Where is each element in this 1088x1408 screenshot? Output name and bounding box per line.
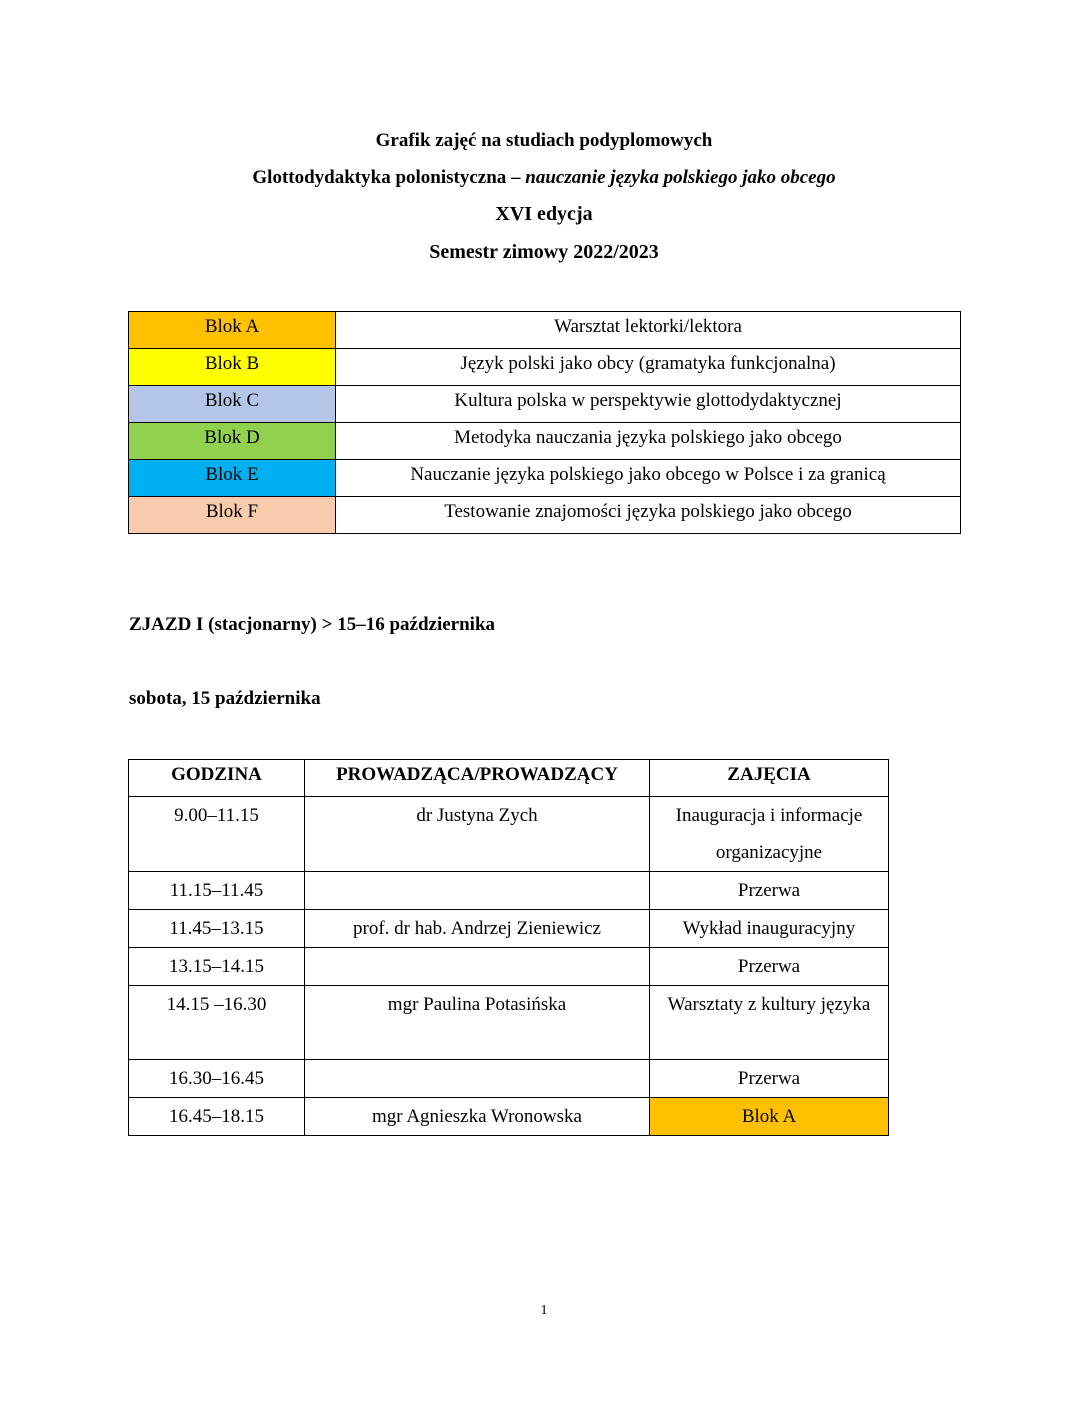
table-row [129,1060,889,1098]
page-number: 1 [540,1303,548,1318]
legend-block-cell: Blok F [129,497,336,534]
legend-name-cell: Kultura polska w perspektywie glottodydaktycznej [336,386,961,423]
header-time: GODZINA [129,760,305,797]
legend-name-cell: Testowanie znajomości języka polskiego jako obcego [336,497,961,534]
class-cell: Przerwa [650,872,889,910]
teacher-cell: prof. dr hab. Andrzej Zieniewicz [305,910,650,948]
legend-block-cell: Blok B [129,349,336,386]
time-cell: 11.45–13.15 [129,910,305,948]
teacher-cell: mgr Paulina Potasińska [305,986,650,1060]
time-cell: 13.15–14.15 [129,948,305,986]
class-cell: Inauguracja i informacje organizacyjne [650,797,889,872]
table-row [129,872,889,910]
table-row [129,797,889,872]
time-cell: 16.30–16.45 [129,1060,305,1098]
legend-row [129,460,961,497]
legend-name-cell: Metodyka nauczania języka polskiego jako obcego [336,423,961,460]
legend-name-cell: Język polski jako obcy (gramatyka funkcjonalna) [336,349,961,386]
class-cell: Blok A [650,1098,889,1136]
table-row [129,910,889,948]
program-name-regular: Glottodydaktyka polonistyczna – [252,167,526,188]
block-legend-table [128,311,961,534]
legend-row [129,349,961,386]
program-name-italic: nauczanie języka polskiego jako obcego [525,167,836,188]
legend-row [129,386,961,423]
legend-row [129,497,961,534]
zjazd-heading: ZJAZD I (stacjonarny) > 15–16 października [129,614,496,635]
edition-label: XVI edycja [495,203,593,225]
table-row [129,1098,889,1136]
teacher-cell [305,948,650,986]
schedule-table [128,759,889,1136]
class-cell: Wykład inauguracyjny [650,910,889,948]
legend-name-cell: Warsztat lektorki/lektora [336,312,961,349]
day-heading: sobota, 15 października [129,688,321,709]
legend-row [129,423,961,460]
time-cell: 16.45–18.15 [129,1098,305,1136]
time-cell: 9.00–11.15 [129,797,305,872]
legend-block-cell: Blok A [129,312,336,349]
legend-block-cell: Blok D [129,423,336,460]
class-cell: Przerwa [650,948,889,986]
schedule-header-row [129,760,889,797]
teacher-cell: dr Justyna Zych [305,797,650,872]
time-cell: 14.15 –16.30 [129,986,305,1060]
semester-label: Semestr zimowy 2022/2023 [429,241,659,263]
legend-block-cell: Blok E [129,460,336,497]
teacher-cell [305,1060,650,1098]
time-cell: 11.15–11.45 [129,872,305,910]
legend-name-cell: Nauczanie języka polskiego jako obcego w Polsce i za granicą [336,460,961,497]
table-row [129,948,889,986]
legend-block-cell: Blok C [129,386,336,423]
teacher-cell: mgr Agnieszka Wronowska [305,1098,650,1136]
legend-row [129,312,961,349]
header-class: ZAJĘCIA [650,760,889,797]
class-cell: Przerwa [650,1060,889,1098]
document-title: Grafik zajęć na studiach podyplomowych [375,130,713,151]
teacher-cell [305,872,650,910]
table-row [129,986,889,1060]
class-cell: Warsztaty z kultury języka [650,986,889,1060]
program-name [0,166,1088,190]
header-teacher: PROWADZĄCA/PROWADZĄCY [305,760,650,797]
